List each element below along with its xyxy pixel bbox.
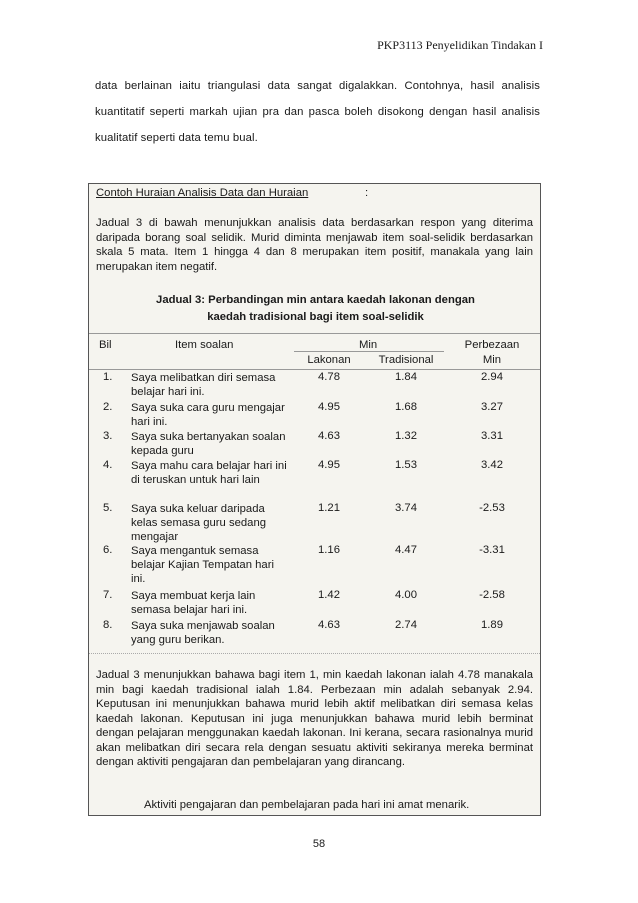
row-tradisional: 1.53 bbox=[395, 459, 417, 471]
row-lakonan: 4.95 bbox=[318, 401, 340, 413]
row-item: Saya suka bertanyakan soalan kepada guru bbox=[131, 431, 286, 457]
intro-paragraph: data berlainan iaitu triangulasi data sangat digalakkan. Contohnya, hasil analisis kuantitatif seperti markah ujian pra dan pasca boleh disokong dengan hasil analisis kualitatif seperti data temu bual. bbox=[95, 80, 540, 144]
row-number: 4. bbox=[103, 459, 113, 471]
header-perbezaan: Perbezaan bbox=[464, 339, 520, 351]
row-item: Saya suka keluar daripada kelas semasa guru sedang mengajar bbox=[131, 503, 267, 543]
row-perbezaan: 3.42 bbox=[481, 459, 503, 471]
row-tradisional: 2.74 bbox=[395, 619, 417, 631]
box-paragraph-2: Jadual 3 menunjukkan bahawa bagi item 1, min kaedah lakonan ialah 4.78 manakala min bagi kaedah tradisional ialah 1.84. Perbezaan min adalah sebanyak 2.94. Keputusan ini menunjukkan bahawa murid lebih aktif melibatkan diri semasa kelas kaedah lakonan. Keputusan ini juga menunjukkan bahawa murid lebih berminat dengan pelajaran menggunakan kaedah lakonan. Ini kerana, secara rasionalnya murid akan melibatkan diri secara rela dengan sesuatu aktiviti sekiranya mereka berminat dengan aktiviti pengajaran dan pembelajaran yang dirancang. bbox=[96, 669, 533, 768]
row-number: 8. bbox=[103, 619, 113, 631]
row-perbezaan: 2.94 bbox=[481, 371, 503, 383]
row-perbezaan: -2.53 bbox=[479, 502, 505, 514]
row-tradisional: 1.84 bbox=[395, 371, 417, 383]
row-perbezaan: 3.31 bbox=[481, 430, 503, 442]
row-item: Saya melibatkan diri semasa belajar hari ini. bbox=[131, 372, 276, 398]
page-number: 58 bbox=[312, 838, 326, 850]
min-underline bbox=[294, 351, 444, 352]
row-perbezaan: 1.89 bbox=[481, 619, 503, 631]
example-box bbox=[88, 183, 541, 816]
header-perbezaan-min: Min bbox=[482, 354, 502, 366]
row-lakonan: 1.42 bbox=[318, 589, 340, 601]
box-paragraph-1: Jadual 3 di bawah menunjukkan analisis data berdasarkan respon yang diterima daripada borang soal selidik. Murid diminta menjawab item soal-selidik berdasarkan skala 5 mata. Item 1 hingga 4 dan 8 merupakan item positif, manakala yang lain merupakan item negatif. bbox=[96, 217, 533, 273]
row-tradisional: 4.47 bbox=[395, 544, 417, 556]
table-top-rule bbox=[89, 333, 541, 334]
row-number: 7. bbox=[103, 589, 113, 601]
row-tradisional: 4.00 bbox=[395, 589, 417, 601]
header-lakonan: Lakonan bbox=[307, 354, 351, 366]
row-perbezaan: -3.31 bbox=[479, 544, 505, 556]
table-bottom-rule bbox=[89, 653, 541, 654]
row-lakonan: 1.21 bbox=[318, 502, 340, 514]
row-tradisional: 1.32 bbox=[395, 430, 417, 442]
row-perbezaan: -2.58 bbox=[479, 589, 505, 601]
header-min: Min bbox=[359, 339, 378, 351]
row-item: Saya suka menjawab soalan yang guru berikan. bbox=[131, 620, 275, 646]
row-number: 2. bbox=[103, 401, 113, 413]
row-item: Saya suka cara guru mengajar hari ini. bbox=[131, 402, 285, 428]
row-item: Saya membuat kerja lain semasa belajar hari ini. bbox=[131, 590, 256, 616]
row-number: 1. bbox=[103, 371, 113, 383]
header-item: Item soalan bbox=[175, 339, 234, 351]
row-lakonan: 4.63 bbox=[318, 430, 340, 442]
row-item: Saya mahu cara belajar hari ini di teruskan untuk hari lain bbox=[131, 460, 287, 486]
row-number: 6. bbox=[103, 544, 113, 556]
row-tradisional: 3.74 bbox=[395, 502, 417, 514]
row-lakonan: 1.16 bbox=[318, 544, 340, 556]
table-header-rule bbox=[89, 369, 541, 370]
row-tradisional: 1.68 bbox=[395, 401, 417, 413]
row-lakonan: 4.63 bbox=[318, 619, 340, 631]
box-title-colon: : bbox=[365, 187, 369, 199]
row-item: Saya mengantuk semasa belajar Kajian Tempatan hari ini. bbox=[131, 545, 274, 585]
header-bil: Bil bbox=[99, 339, 112, 351]
row-lakonan: 4.95 bbox=[318, 459, 340, 471]
header-tradisional: Tradisional bbox=[378, 354, 434, 366]
running-header: PKP3113 Penyelidikan Tindakan I bbox=[377, 38, 543, 52]
table-caption: Jadual 3: Perbandingan min antara kaedah lakonan dengan kaedah tradisional bagi item soal-selidik bbox=[156, 294, 475, 323]
row-number: 5. bbox=[103, 502, 113, 514]
row-lakonan: 4.78 bbox=[318, 371, 340, 383]
row-number: 3. bbox=[103, 430, 113, 442]
box-title: Contoh Huraian Analisis Data dan Huraian bbox=[96, 187, 309, 199]
box-paragraph-3: Aktiviti pengajaran dan pembelajaran pada hari ini amat menarik. bbox=[144, 799, 470, 811]
row-perbezaan: 3.27 bbox=[481, 401, 503, 413]
